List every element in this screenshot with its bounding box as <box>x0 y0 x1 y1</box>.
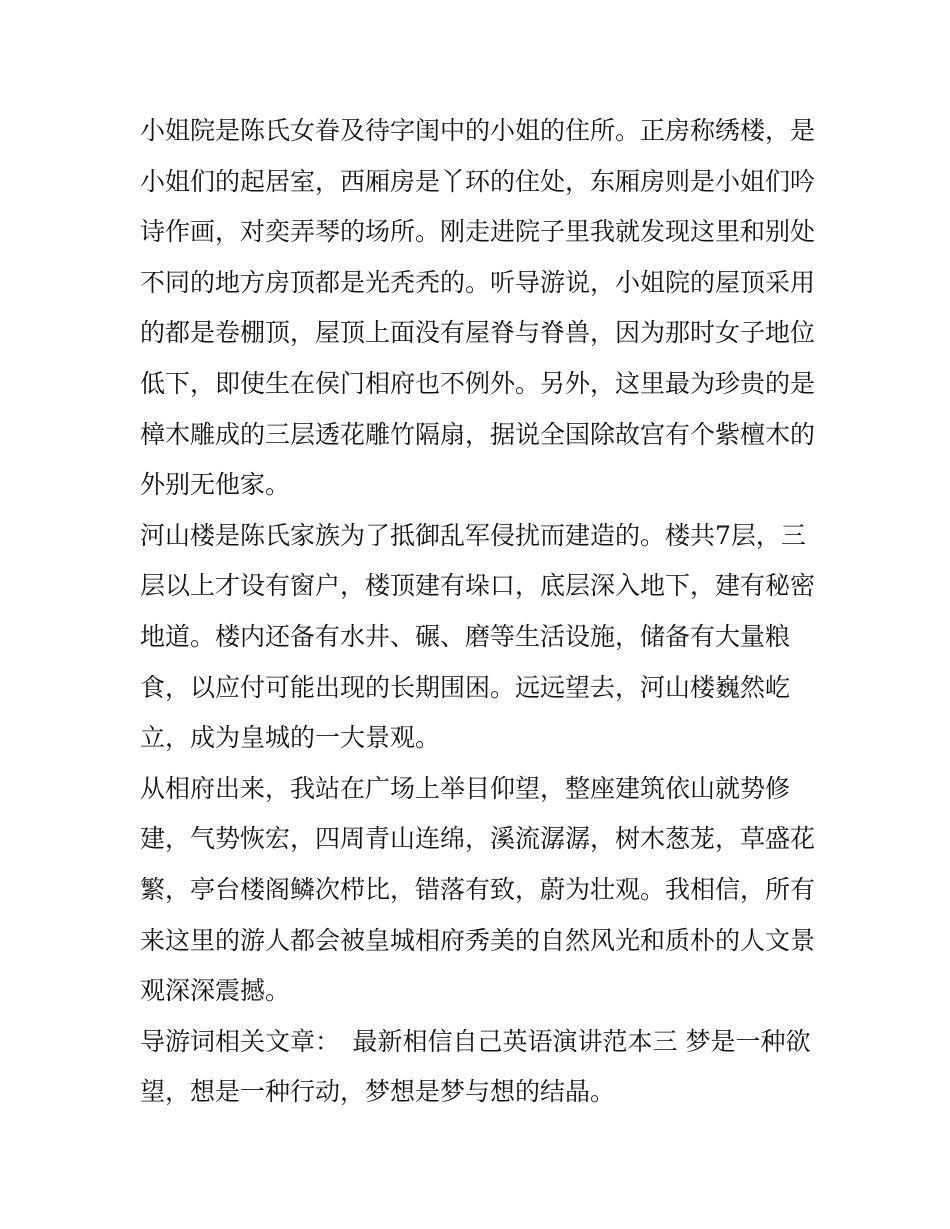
text-line: 不同的地方房顶都是光秃秃的。听导游说，小姐院的屋顶采用 <box>140 267 816 297</box>
text-line: 樟木雕成的三层透花雕竹隔扇，据说全国除故宫有个紫檀木的 <box>140 419 816 449</box>
text-line: 的都是卷棚顶，屋顶上面没有屋脊与脊兽，因为那时女子地位 <box>140 318 816 348</box>
text-line: 导游词相关文章： 最新相信自己英语演讲范本三 梦是一种欲 <box>140 1026 811 1056</box>
text-line: 立，成为皇城的一大景观。 <box>140 723 441 753</box>
text-line: 小姐院是陈氏女眷及待字闺中的小姐的住所。正房称绣楼，是 <box>140 116 816 145</box>
text-line: 小姐们的起居室，西厢房是丫环的住处，东厢房则是小姐们吟 <box>140 166 816 196</box>
text-line: 地道。楼内还备有水井、碾、磨等生活设施，储备有大量粮 <box>140 621 791 651</box>
text-line: 外别无他家。 <box>140 470 291 500</box>
body-text <box>140 106 816 1118</box>
text-line: 诗作画，对奕弄琴的场所。刚走进院子里我就发现这里和别处 <box>140 217 816 247</box>
text-line: 望，想是一种行动，梦想是梦与想的结晶。 <box>140 1077 616 1107</box>
text-line: 河山楼是陈氏家族为了抵御乱军侵扰而建造的。楼共7层，三 <box>140 520 806 550</box>
text-line: 食，以应付可能出现的长期围困。远远望去，河山楼巍然屹 <box>140 672 791 702</box>
text-line: 观深深震撼。 <box>140 976 291 1006</box>
text-line: 繁，亭台楼阁鳞次栉比，错落有致，蔚为壮观。我相信，所有 <box>140 874 816 904</box>
text-line: 来这里的游人都会被皇城相府秀美的自然风光和质朴的人文景 <box>140 925 816 955</box>
text-line: 层以上才设有窗户，楼顶建有垛口，底层深入地下，建有秘密 <box>140 571 816 601</box>
text-line: 从相府出来，我站在广场上举目仰望，整座建筑依山就势修 <box>140 773 791 803</box>
text-line: 建，气势恢宏，四周青山连绵，溪流潺潺，树木葱茏，草盛花 <box>140 824 816 854</box>
text-line: 低下，即使生在侯门相府也不例外。另外，这里最为珍贵的是 <box>140 368 816 398</box>
